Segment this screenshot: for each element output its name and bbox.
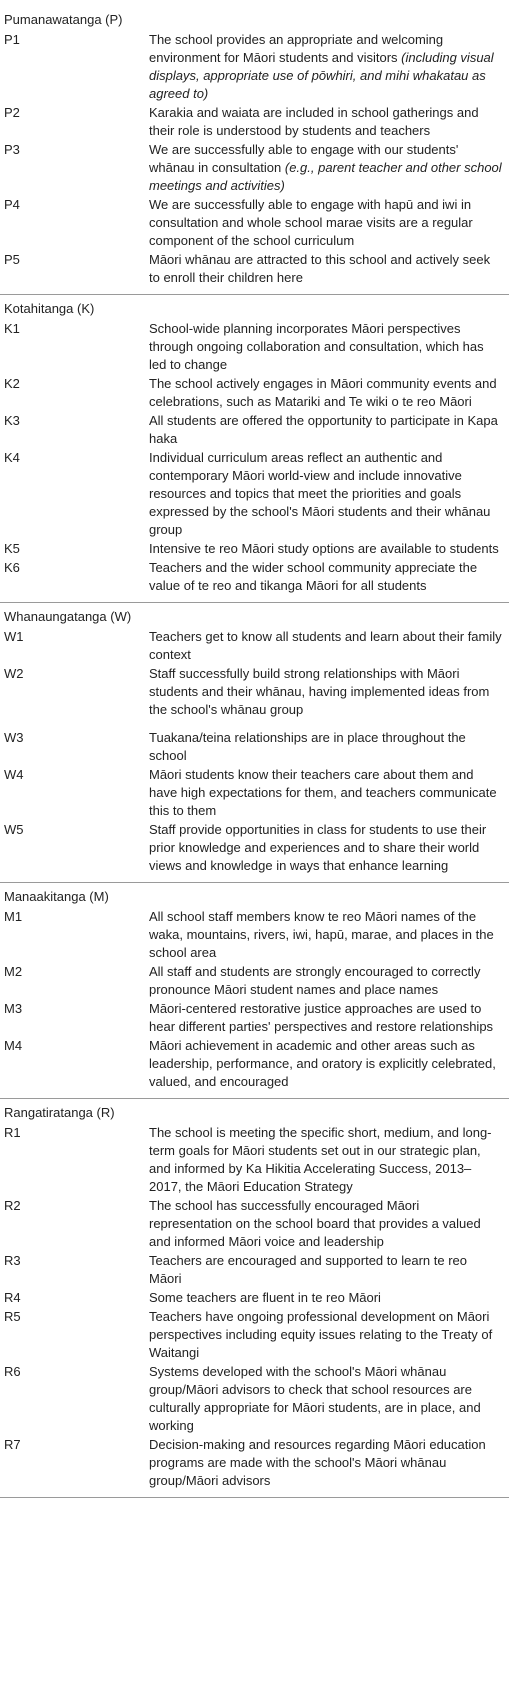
item-text: We are successfully able to engage with our students' whānau in consultation (149, 142, 459, 175)
item-text: We are successfully able to engage with hapū and iwi in consultation and whole school marae visits are a regular component of the school curriculum (149, 197, 473, 248)
item-description (149, 449, 509, 539)
section (0, 888, 509, 1099)
item-code: K5 (4, 541, 20, 556)
item-code: R1 (4, 1125, 21, 1140)
table-row (0, 729, 509, 765)
item-text: Teachers and the wider school community appreciate the value of te reo and tikanga Māori for all students (149, 560, 478, 593)
table-row (0, 1197, 509, 1251)
item-description (149, 540, 509, 558)
item-code: W1 (4, 629, 24, 644)
table-row (0, 1308, 509, 1362)
item-description (149, 1436, 509, 1490)
item-code: P5 (4, 252, 20, 267)
table-row (0, 251, 509, 287)
item-description (149, 412, 509, 448)
item-text: Māori achievement in academic and other areas such as leadership, performance, and oratory is explicitly celebrated, valued, and encouraged (149, 1038, 496, 1089)
item-example: (including visual displays, appropriate use of pōwhiri, and mihi whakatau as agreed to) (149, 50, 494, 101)
table-row (0, 412, 509, 448)
section (0, 11, 509, 295)
item-text: Intensive te reo Māori study options are available to students (149, 541, 499, 556)
section-title: Pumanawatanga (P) (4, 12, 123, 27)
table-row (0, 821, 509, 875)
table-row (0, 320, 509, 374)
item-code: W2 (4, 666, 24, 681)
item-code: R5 (4, 1309, 21, 1324)
item-description (149, 1197, 509, 1251)
table-row (0, 1289, 509, 1307)
item-code: R7 (4, 1437, 21, 1452)
item-text: Staff provide opportunities in class for students to use their prior knowledge and experiences and to share their world views and knowledge in ways that enhance learning (149, 822, 487, 873)
item-text: Individual curriculum areas reflect an authentic and contemporary Māori world-view and include innovative resources and topics that meet the priorities and goals expressed by the school's Māori students and their whānau group (149, 450, 491, 537)
item-text: Teachers have ongoing professional development on Māori perspectives including equity issues relating to the Treaty of Waitangi (149, 1309, 493, 1360)
item-text: The school has successfully encouraged Māori representation on the school board that provides a valued and informed Māori voice and leadership (149, 1198, 481, 1249)
item-description (149, 1124, 509, 1196)
item-code: K6 (4, 560, 20, 575)
item-text: Māori students know their teachers care about them and have high expectations for them, and teachers communicate this to them (149, 767, 497, 818)
item-code: M1 (4, 909, 23, 924)
item-description (149, 141, 509, 195)
item-code: W5 (4, 822, 24, 837)
section-title: Rangatiratanga (R) (4, 1105, 115, 1120)
table-row (0, 559, 509, 595)
item-code: W3 (4, 730, 24, 745)
item-text: Decision-making and resources regarding Māori education programs are made with the school's Māori whānau group/Māori advisors (149, 1437, 486, 1488)
table-row (0, 963, 509, 999)
item-description (149, 196, 509, 250)
item-description (149, 628, 509, 664)
item-code: M2 (4, 964, 23, 979)
item-code: R4 (4, 1290, 21, 1305)
item-description (149, 963, 509, 999)
item-code: P1 (4, 32, 20, 47)
item-text: Tuakana/teina relationships are in place throughout the school (149, 730, 466, 763)
table-row (0, 104, 509, 140)
item-code: K4 (4, 450, 20, 465)
item-description (149, 766, 509, 820)
section-title: Whanaungatanga (W) (4, 609, 132, 624)
item-text: School-wide planning incorporates Māori perspectives through ongoing collaboration and consultation, which has led to change (149, 321, 484, 372)
item-text: Some teachers are fluent in te reo Māori (149, 1290, 381, 1305)
item-example: (e.g., parent teacher and other school meetings and activities) (149, 160, 502, 193)
item-code: P2 (4, 105, 20, 120)
section-title: Manaakitanga (M) (4, 889, 109, 904)
item-code: K3 (4, 413, 20, 428)
table-row (0, 375, 509, 411)
item-code: P4 (4, 197, 20, 212)
item-description (149, 1289, 509, 1307)
item-code: K1 (4, 321, 20, 336)
item-code: R3 (4, 1253, 21, 1268)
item-text: Staff successfully build strong relationships with Māori students and their whānau, having implemented ideas from the school's whānau group (149, 666, 490, 717)
table-row (0, 1436, 509, 1490)
item-description (149, 1252, 509, 1288)
table-row (0, 1363, 509, 1435)
item-text: Māori-centered restorative justice approaches are used to hear different parties' perspectives and restore relationships (149, 1001, 494, 1034)
item-code: M4 (4, 1038, 23, 1053)
item-description (149, 665, 509, 719)
item-code: R2 (4, 1198, 21, 1213)
item-description (149, 1363, 509, 1435)
table-row (0, 1252, 509, 1288)
item-description (149, 31, 509, 103)
item-text: The school is meeting the specific short, medium, and long-term goals for Māori students set out in our strategic plan, and informed by Ka Hikitia Accelerating Success, 2013–2017, the Māori Education Strategy (149, 1125, 492, 1194)
item-text: Systems developed with the school's Māori whānau group/Māori advisors to check that school resources are culturally appropriate for Māori students, are in place, and working (149, 1364, 481, 1433)
item-code: M3 (4, 1001, 23, 1016)
section (0, 1104, 509, 1498)
item-text: Karakia and waiata are included in school gatherings and their role is understood by students and teachers (149, 105, 479, 138)
item-description (149, 821, 509, 875)
item-description (149, 104, 509, 140)
table-row (0, 1124, 509, 1196)
item-text: Teachers get to know all students and learn about their family context (149, 629, 502, 662)
item-text: Māori whānau are attracted to this school and actively seek to enroll their children here (149, 252, 491, 285)
item-text: All staff and students are strongly encouraged to correctly pronounce Māori student names and place names (149, 964, 481, 997)
item-text: Teachers are encouraged and supported to learn te reo Māori (149, 1253, 467, 1286)
item-description (149, 251, 509, 287)
table-row (0, 449, 509, 539)
section (0, 608, 509, 883)
table-row (0, 766, 509, 820)
item-code: K2 (4, 376, 20, 391)
item-description (149, 729, 509, 765)
table-row (0, 908, 509, 962)
item-code: W4 (4, 767, 24, 782)
table-row (0, 540, 509, 558)
item-description (149, 320, 509, 374)
item-text: The school provides an appropriate and welcoming environment for Māori students and visitors (149, 32, 444, 65)
item-text: All students are offered the opportunity to participate in Kapa haka (149, 413, 498, 446)
item-text: All school staff members know te reo Māori names of the waka, mountains, rivers, iwi, hapū, marae, and places in the school area (149, 909, 494, 960)
table-row (0, 31, 509, 103)
table-row (0, 1000, 509, 1036)
item-description (149, 1037, 509, 1091)
table-row (0, 196, 509, 250)
table-row (0, 1037, 509, 1091)
section-title: Kotahitanga (K) (4, 301, 95, 316)
item-description (149, 1000, 509, 1036)
item-description (149, 559, 509, 595)
table-row (0, 141, 509, 195)
item-code: P3 (4, 142, 20, 157)
table-row (0, 628, 509, 664)
table-row (0, 665, 509, 719)
item-description (149, 1308, 509, 1362)
item-text: The school actively engages in Māori community events and celebrations, such as Matariki and Te wiki o te reo Māori (149, 376, 497, 409)
item-description (149, 375, 509, 411)
item-description (149, 908, 509, 962)
section (0, 300, 509, 603)
item-code: R6 (4, 1364, 21, 1379)
